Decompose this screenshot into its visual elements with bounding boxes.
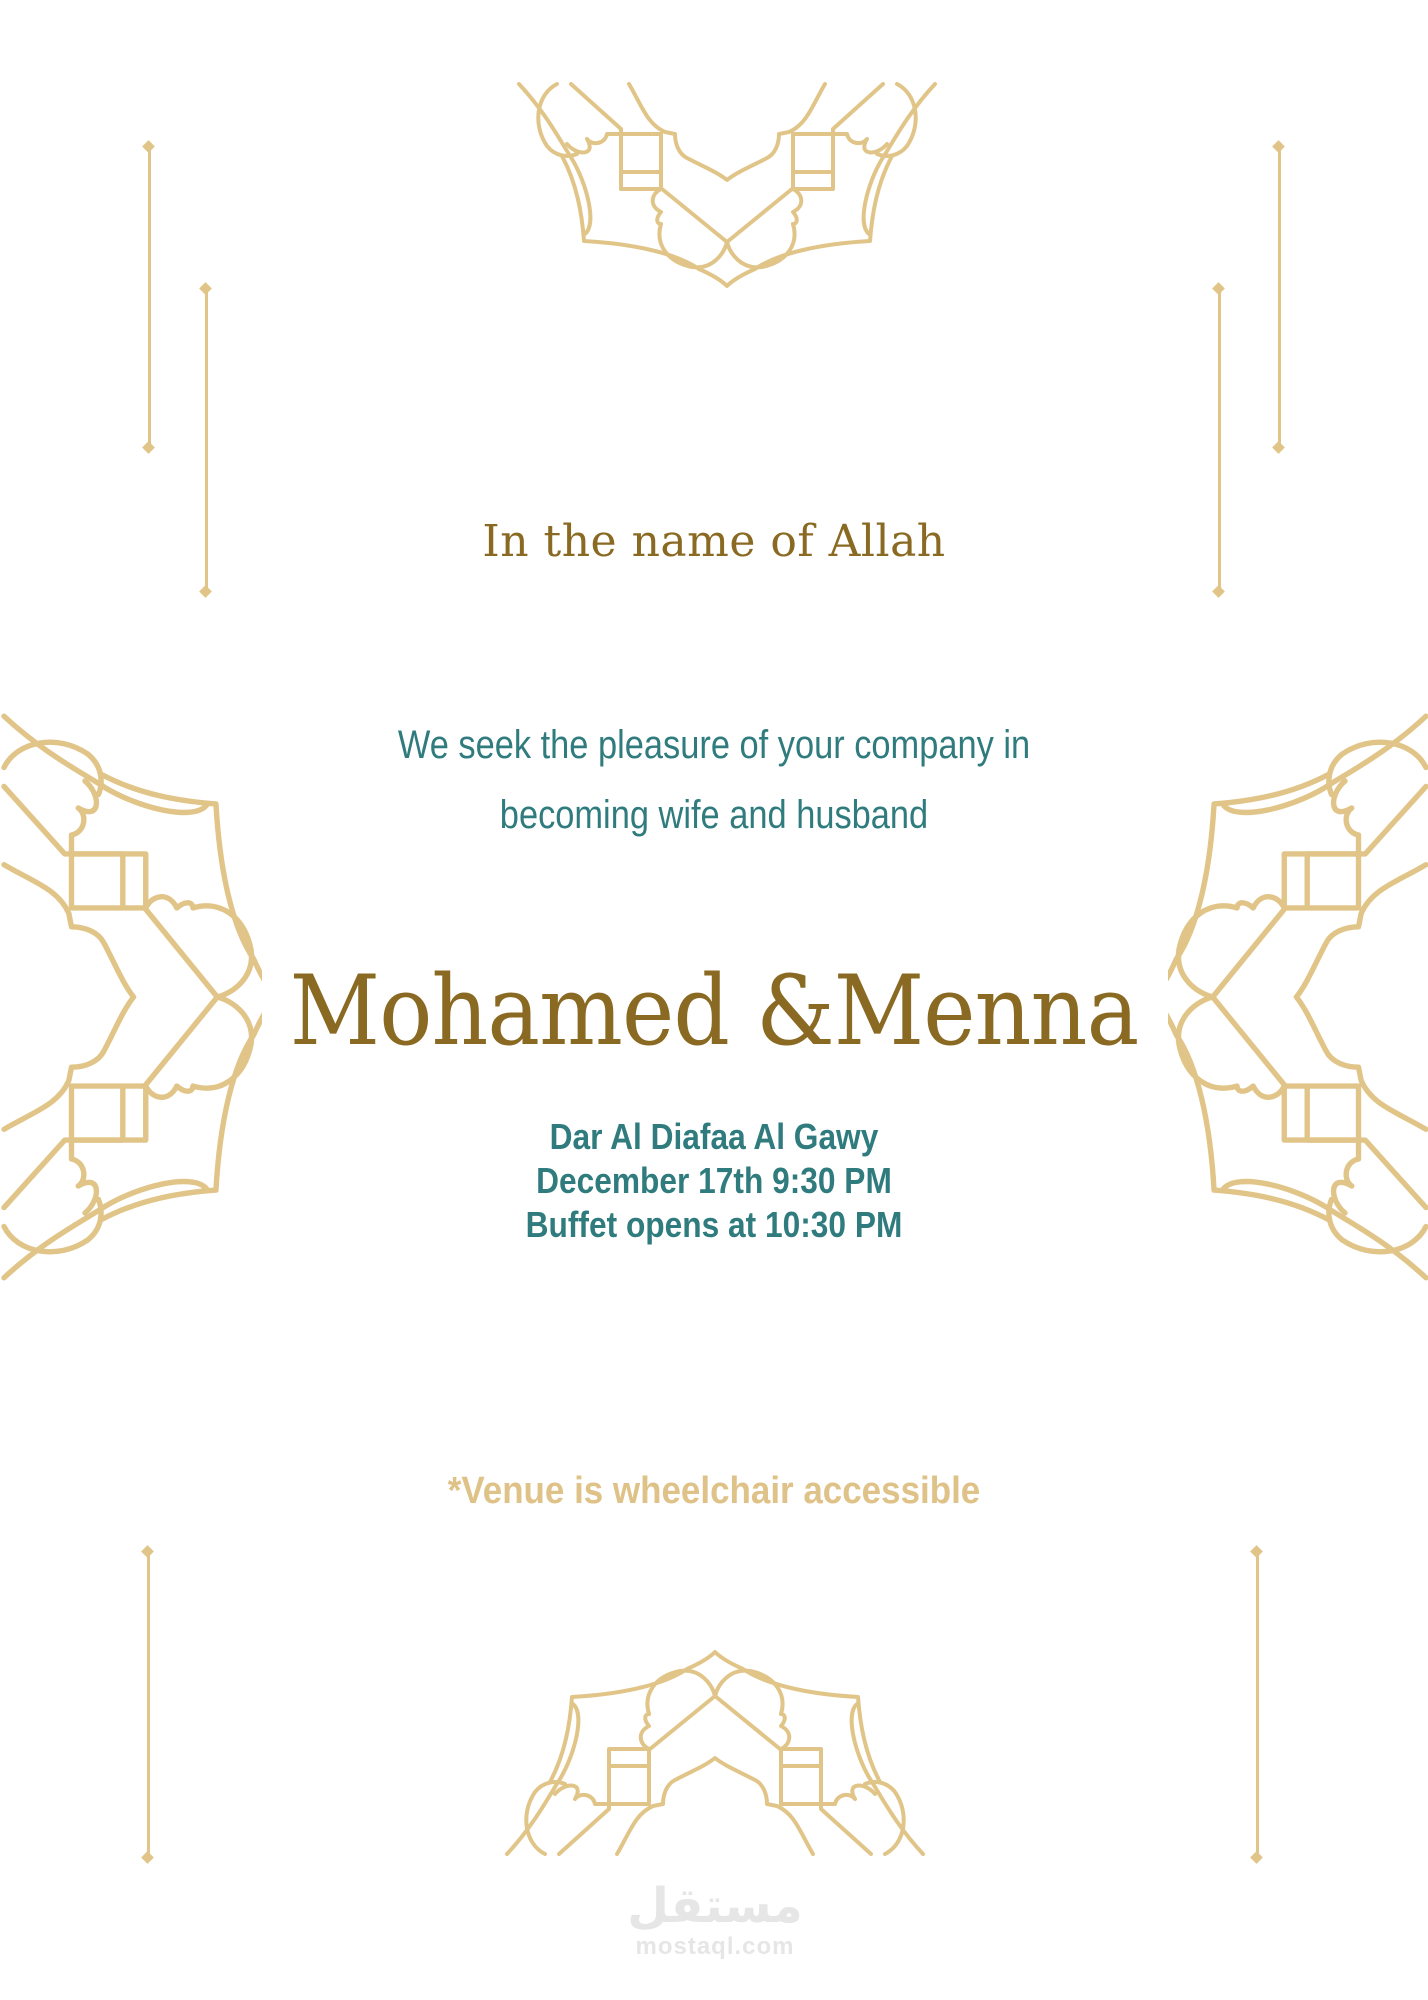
event-details bbox=[86, 1115, 1343, 1247]
divider-line-top-right-outer bbox=[1278, 147, 1281, 447]
divider-line-bottom-right bbox=[1256, 1552, 1259, 1857]
divider-line-bottom-left bbox=[147, 1552, 150, 1857]
bismillah-heading: In the name of Allah bbox=[482, 516, 946, 567]
bottom-mandala-icon bbox=[504, 1638, 926, 1856]
event-date-time: December 17th 9:30 PM bbox=[536, 1160, 892, 1201]
watermark-latin: mostaql.com bbox=[635, 1933, 795, 1960]
invitation-line-1: We seek the pleasure of your company in bbox=[397, 723, 1031, 767]
watermark-arabic: مستقل bbox=[627, 1878, 803, 1934]
buffet-time: Buffet opens at 10:30 PM bbox=[525, 1204, 903, 1245]
top-mandala-icon bbox=[516, 82, 938, 300]
divider-line-top-left-outer bbox=[148, 147, 151, 447]
venue-name: Dar Al Diafaa Al Gawy bbox=[549, 1116, 879, 1157]
invitation-message bbox=[100, 710, 1328, 850]
couple-names: Mohamed &Menna bbox=[289, 955, 1139, 1067]
invitation-line-2: becoming wife and husband bbox=[499, 793, 929, 837]
accessibility-note: *Venue is wheelchair accessible bbox=[447, 1470, 981, 1512]
watermark-logo bbox=[590, 1878, 840, 1960]
